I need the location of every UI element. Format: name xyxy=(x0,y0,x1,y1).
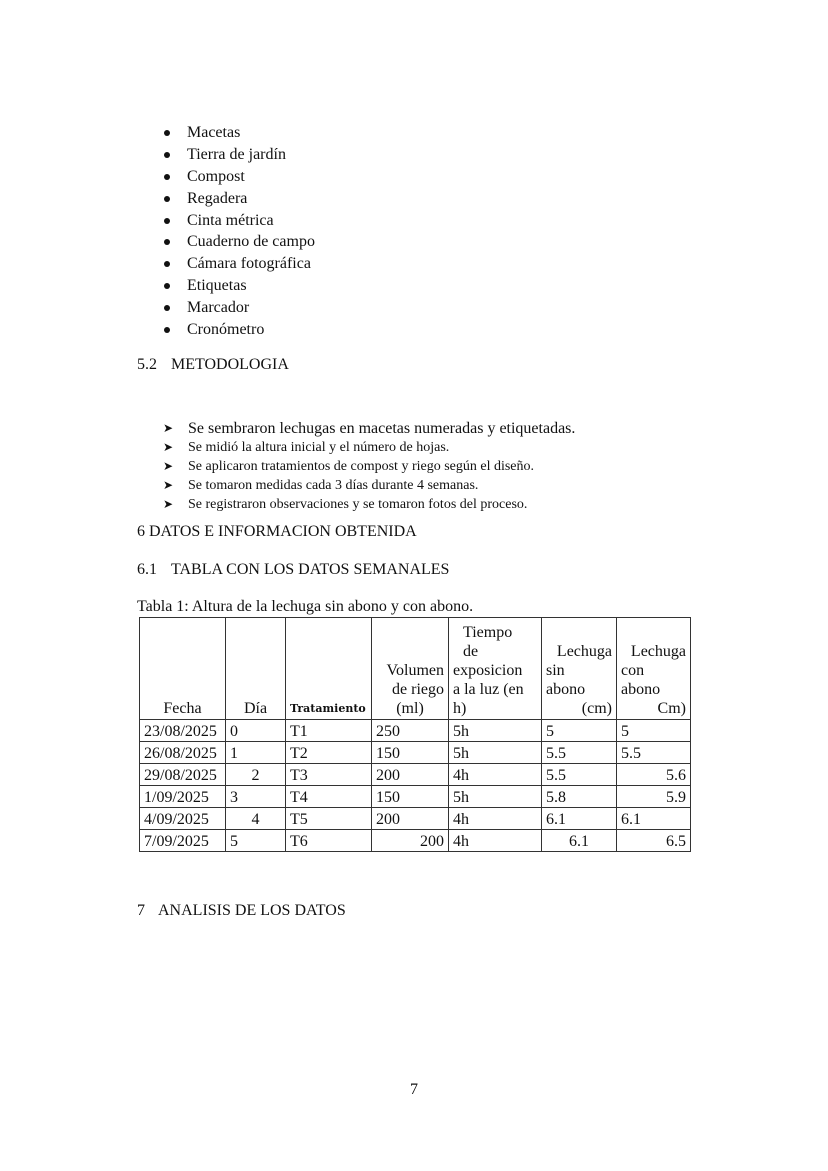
bullet-icon xyxy=(164,152,170,158)
list-item: ➤ Se sembraron lechugas en macetas numeradas y etiquetadas. xyxy=(163,420,576,437)
list-item: Cámara fotográfica xyxy=(160,253,315,275)
page-number: 7 xyxy=(410,1081,418,1098)
table-row: 4/09/2025 4 T5 200 4h 6.1 6.1 xyxy=(140,808,691,830)
list-item: ➤ Se tomaron medidas cada 3 días durante 4 semanas. xyxy=(163,478,479,493)
bullet-icon xyxy=(164,305,170,311)
bullet-icon xyxy=(164,327,170,333)
arrow-bullet-icon: ➤ xyxy=(163,497,174,511)
arrow-bullet-icon: ➤ xyxy=(163,421,174,435)
header-tiempo: Tiempo de exposicion a la luz (en h) xyxy=(449,618,542,720)
arrow-bullet-icon: ➤ xyxy=(163,459,174,473)
table-row: 7/09/2025 5 T6 200 4h 6.1 6.5 xyxy=(140,830,691,852)
header-tratamiento: Tratamiento xyxy=(286,618,372,720)
header-dia: Día xyxy=(226,618,286,720)
materials-list xyxy=(160,122,315,341)
section-heading-6-1: 6.1 TABLA CON LOS DATOS SEMANALES xyxy=(137,561,450,578)
data-table xyxy=(139,617,691,852)
list-item: ➤ Se midió la altura inicial y el número de hojas. xyxy=(163,440,450,455)
list-item: Etiquetas xyxy=(160,275,315,297)
bullet-icon xyxy=(164,174,170,180)
table-row: 26/08/2025 1 T2 150 5h 5.5 5.5 xyxy=(140,742,691,764)
section-heading-7: 7 ANALISIS DE LOS DATOS xyxy=(137,902,346,919)
list-item: Cinta métrica xyxy=(160,210,315,232)
header-sin-abono: Lechuga sin abono (cm) xyxy=(542,618,617,720)
header-volumen: Volumen de riego (ml) xyxy=(372,618,449,720)
bullet-icon xyxy=(164,130,170,136)
section-heading-5-2: 5.2 METODOLOGIA xyxy=(137,356,289,373)
header-con-abono: Lechuga con abono Cm) xyxy=(617,618,691,720)
list-item: Regadera xyxy=(160,188,315,210)
bullet-icon xyxy=(164,261,170,267)
bullet-icon xyxy=(164,218,170,224)
list-item: ➤ Se registraron observaciones y se tomaron fotos del proceso. xyxy=(163,497,528,512)
list-item: Cronómetro xyxy=(160,319,315,341)
table-row: 29/08/2025 2 T3 200 4h 5.5 5.6 xyxy=(140,764,691,786)
list-item: Macetas xyxy=(160,122,315,144)
header-fecha: Fecha xyxy=(140,618,226,720)
bullet-icon xyxy=(164,283,170,289)
bullet-icon xyxy=(164,239,170,245)
list-item: Compost xyxy=(160,166,315,188)
table-row: 1/09/2025 3 T4 150 5h 5.8 5.9 xyxy=(140,786,691,808)
list-item: Tierra de jardín xyxy=(160,144,315,166)
table-row: 23/08/2025 0 T1 250 5h 5 5 xyxy=(140,720,691,742)
table-caption: Tabla 1: Altura de la lechuga sin abono y con abono. xyxy=(137,598,474,615)
list-item: ➤ Se aplicaron tratamientos de compost y riego según el diseño. xyxy=(163,459,535,474)
methodology-list xyxy=(163,419,575,514)
section-heading-6: 6 DATOS E INFORMACION OBTENIDA xyxy=(137,523,417,540)
arrow-bullet-icon: ➤ xyxy=(163,478,174,492)
list-item: Marcador xyxy=(160,297,315,319)
list-item: Cuaderno de campo xyxy=(160,231,315,253)
table-header-row xyxy=(140,618,691,720)
arrow-bullet-icon: ➤ xyxy=(163,440,174,454)
bullet-icon xyxy=(164,196,170,202)
